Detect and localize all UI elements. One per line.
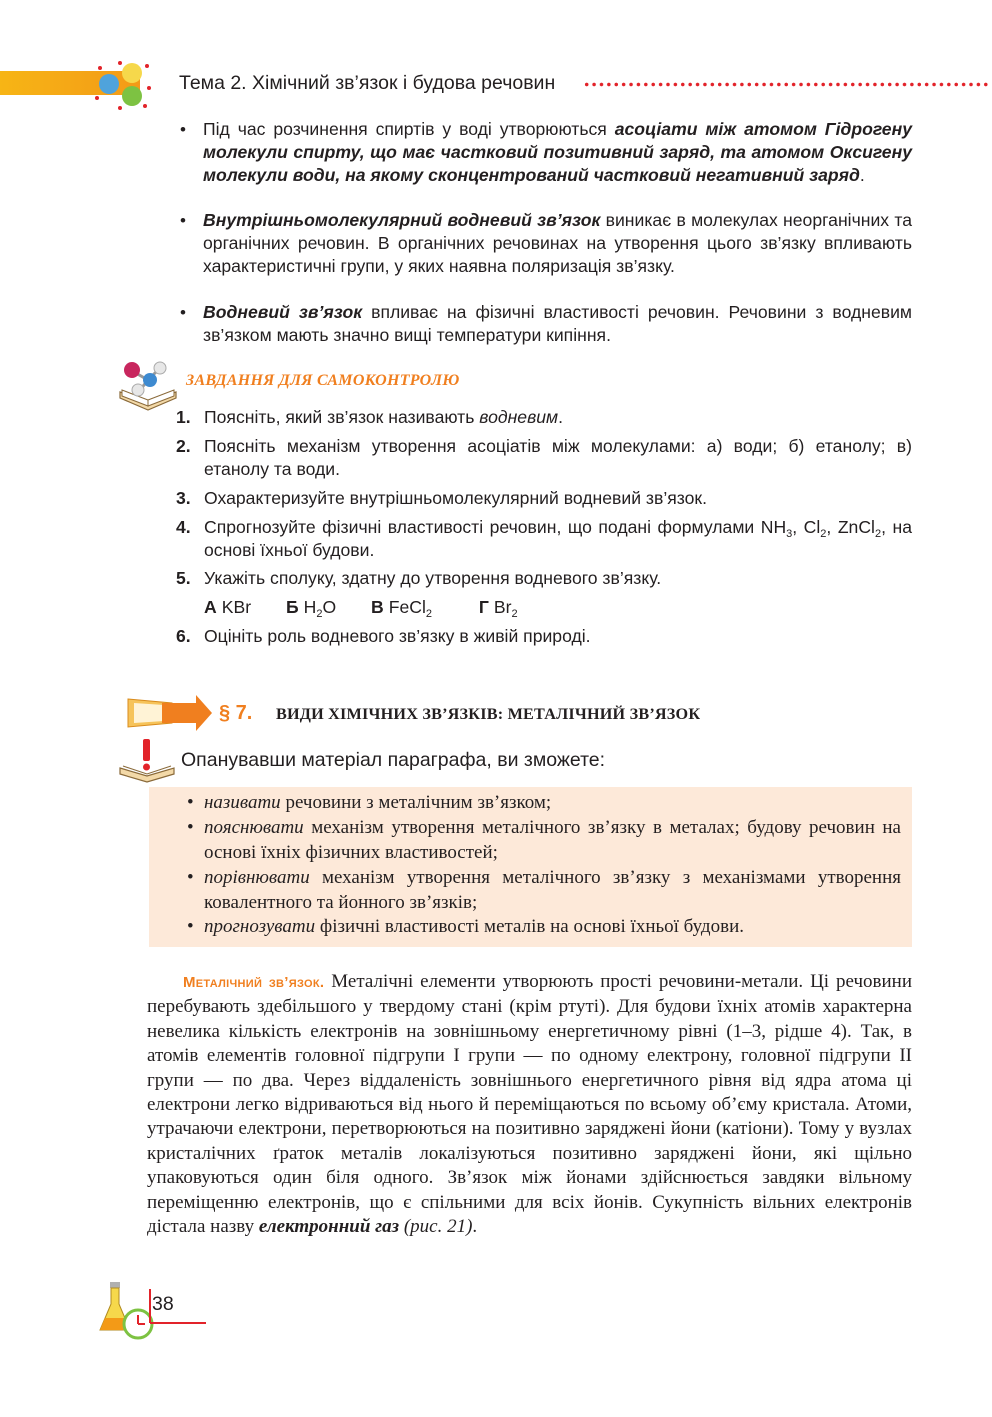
goal-item xyxy=(187,866,901,915)
goal-verb: пояснювати xyxy=(204,817,304,838)
question-text: , Cl xyxy=(792,517,821,537)
question-text: Оцініть роль водневого зв’язку в живій природі. xyxy=(204,626,591,646)
question-number: 3. xyxy=(176,488,191,508)
question-text: , ZnCl xyxy=(826,517,875,537)
question-item xyxy=(176,406,912,429)
question-item xyxy=(176,625,912,648)
body-text-end: . xyxy=(472,1216,478,1238)
subscript: 2 xyxy=(511,608,518,620)
option-letter: А xyxy=(204,597,217,617)
question-item xyxy=(176,567,912,590)
bullet-icon: • xyxy=(180,211,186,230)
answer-option xyxy=(204,596,251,619)
option-formula-end: O xyxy=(322,597,337,617)
question-number: 5. xyxy=(176,568,191,588)
body-text: Металічні елементи утворюють прості речовини-метали. Ці речовини перебувають здебільшого у твердому стані (крім ртуті). Для будови їхніх атомів характерна невелика кількість електронів на зовнішньому енергетичному рівні (1–3, рідше 4). Так, в атомів елементів головної підгрупи I групи — по одному електрону, головної підгрупи II групи — по два. Через віддаленість зовнішнього енергетичного рівня від ядра атома ці електрони легко відриваються від нього й переміщаються по всьому об’єму кристала. Атоми, утрачаючи електрони, перетворюються на позитивно заряджені йони (катіони). Тому у вузлах кристалічних ґраток металів локалізуються позитивно заряджені йони, які щільно упаковуються один біля одного. Зв’язок між йонами здійснюється завдяки вільному переміщенню електронів, що є спільними для всіх йонів. Сукупність вільних електронів дістала назву xyxy=(147,971,913,1238)
body-paragraph xyxy=(147,970,912,1239)
question-text-end: . xyxy=(558,407,563,427)
question-text: Спрогнозуйте фізичні властивості речовин, що подані формулами NH xyxy=(204,517,787,537)
goal-text: механізм утворення металічного зв’язку в металах; будову речовин на основі їхніх фізичних властивостей; xyxy=(204,817,901,863)
key-term: електронний газ xyxy=(258,1216,400,1238)
question-item xyxy=(176,435,912,481)
section-lead: Металічний зв’язок. xyxy=(183,974,325,991)
subscript: 2 xyxy=(316,608,323,620)
book-arrow-icon xyxy=(124,693,214,733)
question-item xyxy=(176,516,912,562)
bullet-bold-text: Внутрішньомолекулярний водневий зв’язок xyxy=(203,210,601,230)
option-formula: FeCl xyxy=(388,597,426,617)
header-dotted-rule xyxy=(583,82,988,87)
figure-reference: (рис. 21) xyxy=(399,1216,473,1238)
question-number: 4. xyxy=(176,517,191,537)
answer-option xyxy=(286,596,336,619)
option-letter: Б xyxy=(285,597,299,617)
question-text: Поясніть, який зв’язок називають xyxy=(204,407,480,427)
question-number: 1. xyxy=(176,407,191,427)
bullet-text: Під час розчинення спиртів у воді утворюються xyxy=(203,119,615,139)
goal-text: механізм утворення металічного зв’язку з механізмами утворення ковалентного та йонного зв’язків; xyxy=(204,867,901,913)
list-item xyxy=(176,118,912,187)
bullet-bold-text: асоціати між атомом Гідрогену молекули спирту, що має частковий позитивний заряд, та атомом Оксигену молекули води, на якому сконцентрований частковий негативний заряд xyxy=(203,119,912,185)
subscript: 2 xyxy=(425,608,433,620)
answer-option xyxy=(371,596,432,619)
bullet-icon: • xyxy=(180,303,186,322)
goal-verb: називати xyxy=(204,792,281,813)
bullet-icon: • xyxy=(187,792,194,813)
bullet-icon: • xyxy=(187,867,194,888)
goal-item xyxy=(187,791,901,816)
answer-option xyxy=(479,596,518,619)
answer-options xyxy=(204,596,548,619)
self-control-heading: ЗАВДАННЯ ДЛЯ САМОКОНТРОЛЮ xyxy=(186,372,460,389)
subscript: 2 xyxy=(820,528,827,540)
subscript: 2 xyxy=(874,528,882,540)
bullet-icon: • xyxy=(180,120,186,139)
paragraph-number: § 7. xyxy=(219,702,253,724)
paragraph-title: ВИДИ ХІМІЧНИХ ЗВ’ЯЗКІВ: МЕТАЛІЧНИЙ ЗВ’ЯЗОК xyxy=(276,705,701,723)
goal-verb: порівнювати xyxy=(204,867,310,888)
bullet-text: виникає в молекулах неорганічних та органічних речовин. В органічних речовинах на утворення цього зв’язку впливають характеристичні групи, у яких наявна поляризація зв’язку. xyxy=(203,210,912,276)
goal-item xyxy=(187,816,901,865)
list-item xyxy=(176,209,912,278)
subscript: 3 xyxy=(786,528,793,540)
question-text: , на основі їхньої будови. xyxy=(204,517,912,560)
question-text: Охарактеризуйте внутрішньомолекулярний водневий зв’язок. xyxy=(204,488,707,508)
question-item xyxy=(176,487,912,510)
book-molecule-icon xyxy=(114,358,184,414)
question-text: Укажіть сполуку, здатну до утворення водневого зв’язку. xyxy=(204,568,662,588)
question-number: 2. xyxy=(176,436,191,456)
option-letter: Г xyxy=(478,597,489,617)
bullet-icon: • xyxy=(187,817,194,838)
footer-vertical-rule xyxy=(149,1289,151,1323)
exclamation-book-icon xyxy=(118,738,176,784)
list-item xyxy=(176,301,912,347)
question-number: 6. xyxy=(176,626,191,646)
molecule-icon xyxy=(92,58,154,112)
option-formula: KBr xyxy=(221,597,252,617)
chapter-title: Тема 2. Хімічний зв’язок і будова речовин xyxy=(179,72,556,94)
bullet-icon: • xyxy=(187,916,194,937)
option-formula: Br xyxy=(493,597,512,617)
footer-rule xyxy=(150,1322,206,1324)
question-text: Поясніть механізм утворення асоціатів між молекулами: а) води; б) етанолу; в) етанолу та води. xyxy=(204,436,912,479)
option-letter: В xyxy=(371,597,384,617)
goal-verb: прогнозувати xyxy=(204,916,316,937)
question-italic-term: водневим xyxy=(479,407,559,427)
page-number: 38 xyxy=(152,1293,174,1315)
bullet-text-end: . xyxy=(859,165,865,185)
bullet-bold-text: Водневий зв’язок xyxy=(203,302,363,322)
goal-text: фізичні властивості металів на основі їхньої будови. xyxy=(315,916,744,937)
goals-intro: Опанувавши матеріал параграфа, ви зможете: xyxy=(181,749,606,771)
goal-text: речовини з металічним зв’язком; xyxy=(280,792,552,813)
bullet-text: впливає на фізичні властивості речовин. Речовини з водневим зв’язком мають значно вищі температури кипіння. xyxy=(203,302,912,345)
option-formula: H xyxy=(303,597,317,617)
goal-item xyxy=(187,915,901,940)
